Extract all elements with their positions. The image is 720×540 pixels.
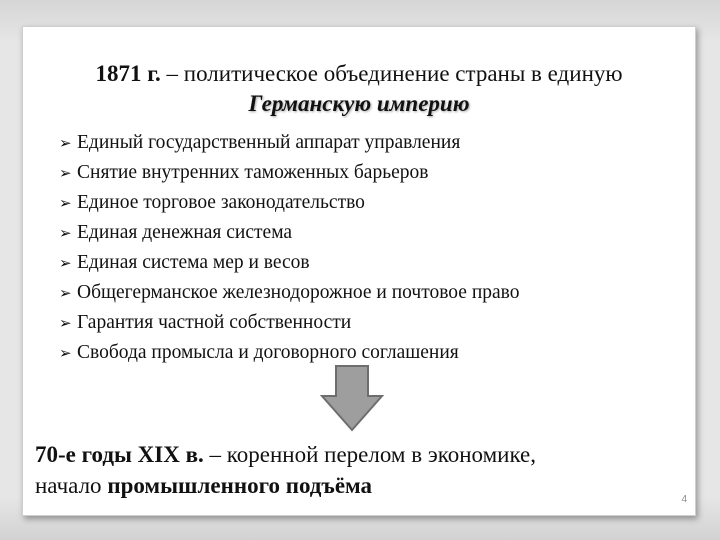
list-item-text: Единый государственный аппарат управления (77, 132, 461, 153)
page-number: 4 (681, 494, 687, 505)
arrowhead-bullet-icon: ➢ (59, 134, 72, 152)
list-item (59, 278, 519, 308)
list-item-text: Единая денежная система (77, 222, 293, 243)
slide (22, 26, 696, 516)
arrowhead-bullet-icon: ➢ (59, 194, 72, 212)
bullet-list (59, 128, 519, 368)
arrowhead-bullet-icon: ➢ (59, 164, 72, 182)
arrowhead-bullet-icon: ➢ (59, 314, 72, 332)
title-year: 1871 г. (95, 61, 161, 86)
title-subtitle: Германскую империю (248, 91, 470, 116)
down-arrow-icon (320, 364, 384, 432)
conclusion-line2: начало (35, 473, 108, 498)
conclusion-emphasis: промышленного подъёма (107, 473, 373, 498)
list-item-text: Единая система мер и весов (77, 252, 310, 273)
list-item-text: Снятие внутренних таможенных барьеров (77, 162, 429, 183)
list-item (59, 248, 519, 278)
list-item (59, 158, 519, 188)
list-item (59, 188, 519, 218)
list-item-text: Свобода промысла и договорного соглашения (77, 342, 459, 363)
conclusion-text (35, 439, 675, 501)
conclusion-line1: – коренной перелом в экономике, (203, 442, 537, 467)
arrowhead-bullet-icon: ➢ (59, 224, 72, 242)
arrowhead-bullet-icon: ➢ (59, 254, 72, 272)
list-item-text: Единое торговое законодательство (77, 192, 365, 213)
list-item (59, 308, 519, 338)
list-item-text: Общегерманское железнодорожное и почтовое право (77, 282, 520, 303)
list-item (59, 218, 519, 248)
title-text: – политическое объединение страны в единую (160, 61, 623, 86)
slide-title (33, 59, 685, 119)
list-item (59, 338, 519, 368)
conclusion-period: 70-е годы XIX в. (35, 442, 204, 467)
list-item (59, 128, 519, 158)
arrowhead-bullet-icon: ➢ (59, 344, 72, 362)
arrowhead-bullet-icon: ➢ (59, 284, 72, 302)
list-item-text: Гарантия частной собственности (77, 312, 352, 333)
